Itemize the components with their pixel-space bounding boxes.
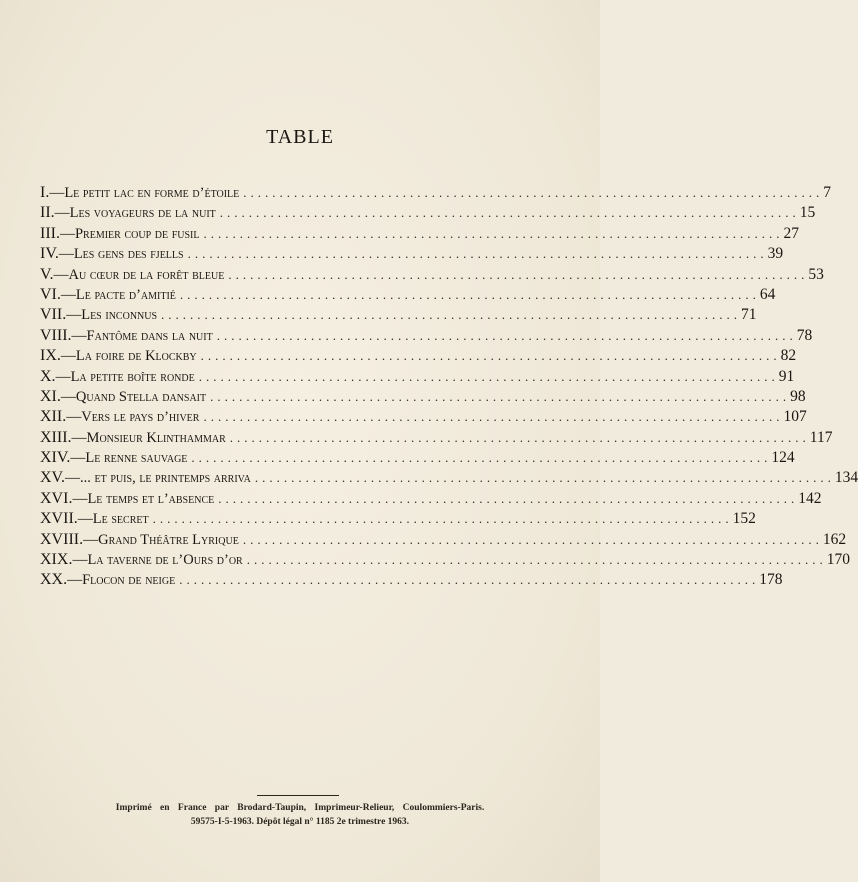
chapter-page: 170 — [826, 551, 850, 569]
chapter-number: IV. — [40, 245, 59, 263]
chapter-title: ... et puis, le printemps arriva — [80, 470, 251, 487]
toc-row — [40, 265, 824, 286]
chapter-page: 39 — [767, 245, 784, 263]
chapter-dash: — — [66, 409, 82, 426]
chapter-title: Premier coup de fusil — [74, 225, 200, 242]
dot-leader: ................................................................................ — [200, 348, 781, 364]
chapter-title: Grand Théâtre Lyrique — [98, 531, 239, 548]
chapter-page: 7 — [823, 184, 832, 201]
dot-leader: ................................................................................ — [210, 388, 791, 404]
chapter-title: Vers le pays d’hiver — [81, 409, 200, 426]
toc-row — [40, 306, 757, 326]
dot-leader: ................................................................................ — [187, 246, 768, 262]
chapter-dash: — — [55, 368, 71, 385]
chapter-title: Monsieur Klinthammar — [86, 429, 226, 446]
chapter-dash: — — [54, 205, 70, 222]
chapter-page: 53 — [808, 265, 824, 283]
chapter-number: XIII. — [40, 428, 72, 446]
chapter-title: Le petit lac en forme d’étoile — [64, 185, 240, 201]
toc-row — [40, 428, 833, 449]
dot-leader: ................................................................................ — [161, 307, 742, 323]
toc-row — [40, 285, 776, 306]
chapter-dash: — — [59, 225, 75, 242]
dot-leader: ................................................................................ — [254, 470, 835, 486]
chapter-dash: — — [49, 185, 65, 201]
chapter-number: I. — [40, 184, 50, 201]
dot-leader: ................................................................................ — [198, 368, 779, 384]
chapter-dash: — — [60, 388, 76, 405]
chapter-page: 162 — [822, 530, 847, 548]
dot-leader: ................................................................................ — [203, 225, 784, 241]
chapter-page: 124 — [771, 449, 795, 467]
toc-row — [40, 347, 797, 367]
chapter-page: 152 — [732, 510, 756, 528]
dot-leader: ................................................................................ — [219, 205, 800, 221]
chapter-title: Le secret — [92, 511, 149, 528]
toc-row — [40, 204, 816, 224]
chapter-dash: — — [60, 286, 76, 303]
toc-row — [40, 530, 847, 551]
chapter-page: 134 — [834, 469, 858, 487]
chapter-number: VIII. — [40, 326, 72, 344]
toc-row — [40, 224, 799, 245]
chapter-title: Le renne sauvage — [85, 450, 188, 467]
chapter-number: XX. — [40, 571, 68, 589]
chapter-number: VII. — [40, 306, 67, 324]
chapter-number: XV. — [40, 469, 66, 487]
dot-leader: ................................................................................ — [179, 286, 760, 302]
chapter-dash: — — [58, 246, 74, 263]
dot-leader: ................................................................................ — [191, 450, 772, 466]
chapter-number: III. — [40, 224, 60, 242]
page-title: TABLE — [266, 126, 334, 148]
chapter-number: XVIII. — [40, 530, 84, 548]
chapter-page: 64 — [759, 285, 776, 303]
chapter-dash: — — [72, 490, 88, 507]
chapter-number: XIX. — [40, 551, 73, 569]
chapter-dash: — — [53, 266, 69, 283]
chapter-number: VI. — [40, 285, 61, 303]
toc-row — [40, 510, 756, 530]
chapter-title: La taverne de l’Ours d’or — [87, 552, 243, 569]
toc-row — [40, 449, 795, 469]
chapter-title: Au cœur de la forêt bleue — [68, 266, 225, 283]
toc-row — [40, 571, 783, 591]
toc-row — [40, 184, 832, 204]
chapter-dash: — — [60, 348, 76, 365]
chapter-page: 107 — [783, 408, 807, 426]
dot-leader: ................................................................................ — [246, 552, 827, 568]
chapter-page: 98 — [790, 387, 806, 405]
toc-row — [40, 551, 850, 571]
dot-leader: ................................................................................ — [243, 185, 824, 200]
chapter-number: XVI. — [40, 489, 73, 507]
chapter-dash: — — [66, 307, 82, 324]
toc-row — [40, 387, 806, 408]
chapter-title: Les inconnus — [81, 307, 158, 324]
chapter-number: XIV. — [40, 449, 71, 467]
colophon-line-2: 59575-I-5-1963. Dépôt légal n° 1185 2e trimestre 1963. — [190, 817, 410, 827]
chapter-dash: — — [72, 552, 88, 569]
chapter-page: 178 — [759, 571, 783, 589]
chapter-dash: — — [77, 511, 93, 528]
chapter-page: 91 — [778, 367, 795, 385]
table-of-contents — [40, 184, 858, 592]
chapter-dash: — — [71, 429, 87, 446]
chapter-title: Le temps et l’absence — [87, 490, 215, 507]
chapter-number: X. — [40, 367, 56, 385]
chapter-title: La foire de Klockby — [75, 348, 197, 365]
chapter-title: Les gens des fjells — [73, 246, 184, 263]
chapter-number: V. — [40, 265, 54, 283]
printer-colophon — [0, 801, 600, 829]
dot-leader: ................................................................................ — [229, 429, 810, 445]
chapter-title: Flocon de neige — [82, 572, 176, 589]
chapter-dash: — — [70, 450, 86, 467]
dot-leader: ................................................................................ — [242, 531, 823, 547]
chapter-dash: — — [71, 327, 87, 344]
chapter-number: XI. — [40, 387, 61, 405]
chapter-page: 27 — [783, 224, 799, 242]
chapter-dash: — — [67, 572, 83, 589]
chapter-title: Fantôme dans la nuit — [86, 327, 213, 344]
chapter-number: IX. — [40, 347, 61, 365]
dot-leader: ................................................................................ — [228, 266, 809, 282]
footer-rule — [257, 795, 339, 796]
chapter-page: 142 — [798, 489, 822, 507]
toc-row — [40, 245, 784, 265]
chapter-page: 71 — [741, 306, 757, 324]
chapter-page: 15 — [799, 204, 816, 222]
chapter-title: Les voyageurs de la nuit — [69, 205, 216, 222]
toc-row — [40, 489, 822, 510]
toc-row — [40, 367, 795, 388]
chapter-number: XII. — [40, 408, 67, 426]
dot-leader: ................................................................................ — [203, 409, 784, 425]
dot-leader: ................................................................................ — [216, 327, 797, 343]
chapter-dash: — — [83, 531, 99, 548]
dot-leader: ................................................................................ — [152, 511, 733, 527]
chapter-page: 117 — [809, 428, 833, 446]
chapter-number: XVII. — [40, 510, 78, 528]
colophon-line-1: Imprimé en France par Brodard-Taupin, Imprimeur-Relieur, Coulommiers-Paris. — [115, 803, 485, 813]
chapter-dash: — — [65, 470, 81, 487]
chapter-page: 82 — [780, 347, 797, 365]
toc-row — [40, 326, 813, 347]
dot-leader: ................................................................................ — [218, 490, 799, 506]
chapter-page: 78 — [796, 326, 813, 344]
chapter-title: Le pacte d’amitié — [75, 286, 176, 303]
chapter-number: II. — [40, 204, 55, 222]
chapter-title: Quand Stella dansait — [75, 388, 207, 405]
chapter-title: La petite boîte ronde — [70, 368, 195, 385]
toc-row — [40, 408, 807, 428]
toc-row — [40, 469, 858, 489]
dot-leader: ................................................................................ — [179, 572, 760, 588]
